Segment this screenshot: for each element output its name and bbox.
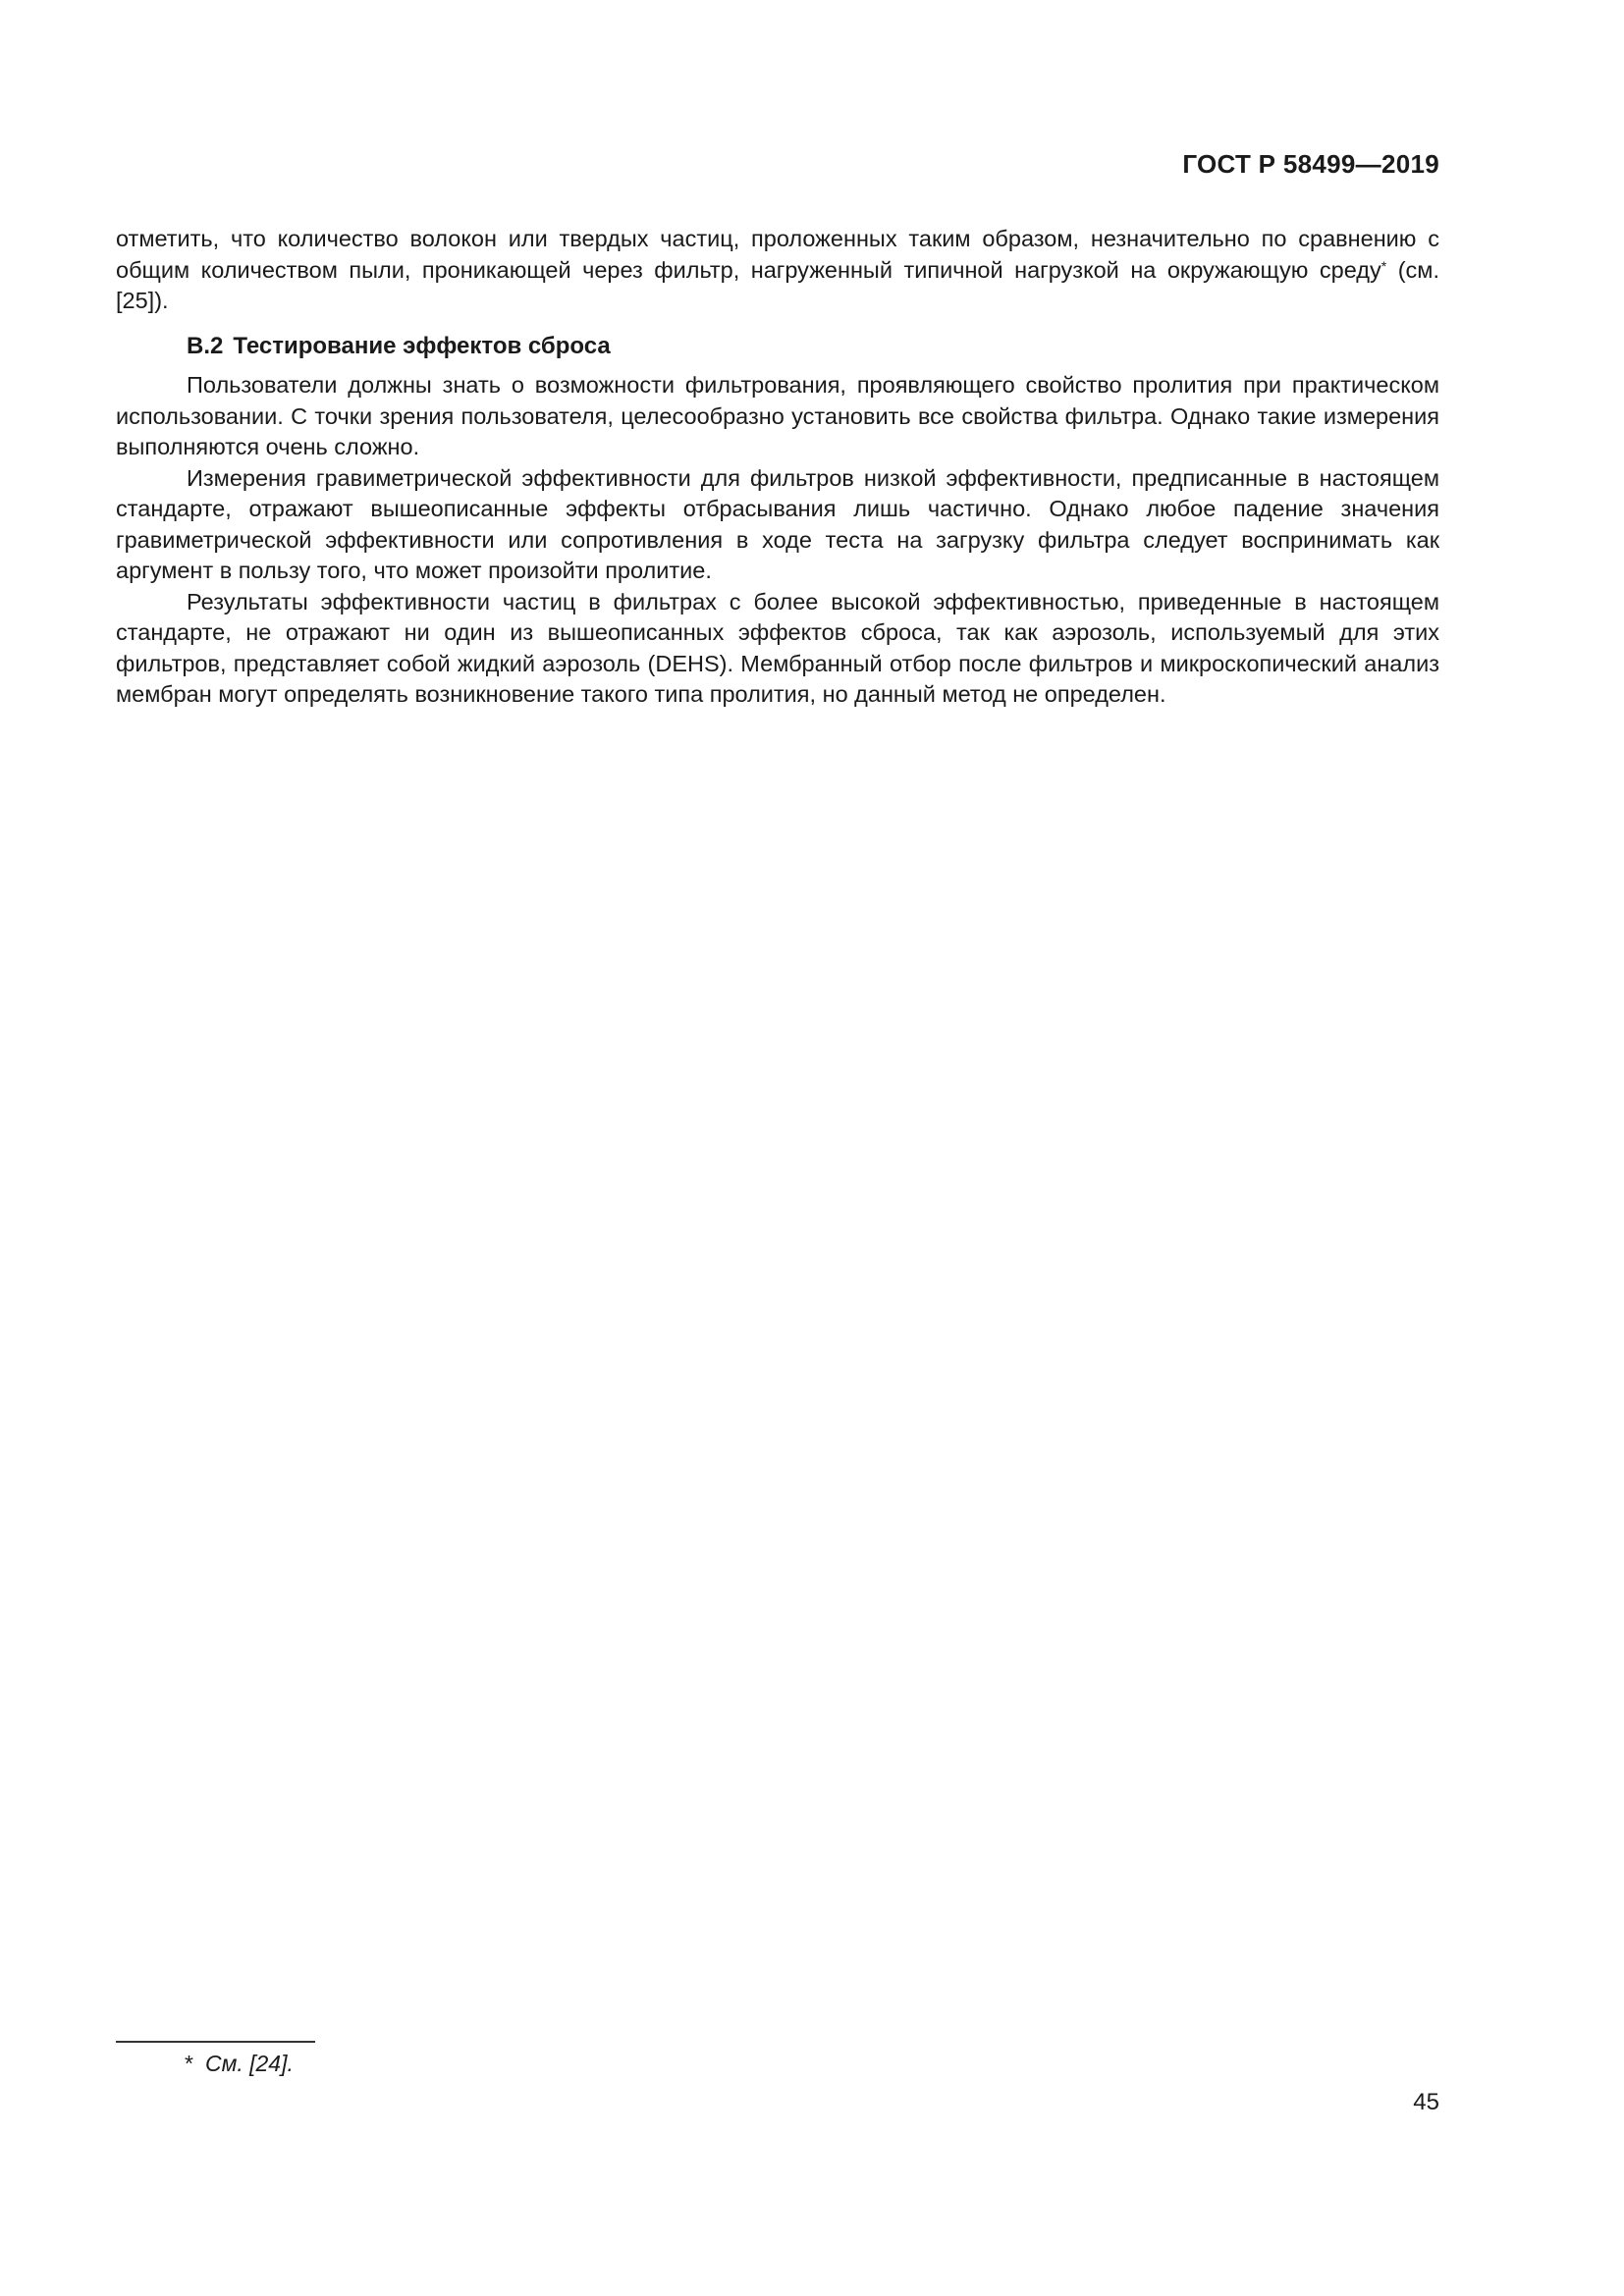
section-number: В.2 <box>187 332 224 359</box>
continuation-tail: (см. [25]). <box>116 256 1439 313</box>
section-paragraph-3: Результаты эффективности частиц в фильтрах с более высокой эффективностью, приведенные в настоящем стандарте, не отражают ни один из вышеописанных эффектов сброса, так как аэрозоль, используемый для этих фильтров, представляет собой жидкий аэрозоль (DEHS). Мембранный отбор после фильтров и микроскопический анализ мембран могут определять возникновение такого типа пролития, но данный метод не определен. <box>116 588 1439 707</box>
footnote-reference: * <box>1380 257 1387 274</box>
footnote-mark: * <box>185 2051 193 2076</box>
page-header-code: ГОСТ Р 58499—2019 <box>1182 149 1439 179</box>
section-paragraph-1: Пользователи должны знать о возможности фильтрования, проявляющего свойство пролития при практическом использовании. С точки зрения пользователя, целесообразно установить все свойства фильтра. Однако такие измерения выполняются очень сложно. <box>116 372 1439 459</box>
section-title: Тестирование эффектов сброса <box>233 332 611 359</box>
section-paragraph-2: Измерения гравиметрической эффективности для фильтров низкой эффективности, предписанные в настоящем стандарте, отражают вышеописанные эффекты отбрасывания лишь частично. Однако любое падение значения гравиметрической эффективности или сопротивления в ходе теста на загрузку фильтра следует воспринимать как аргумент в пользу того, что может произойти пролитие. <box>116 464 1439 583</box>
page-content <box>116 224 1439 711</box>
footnote <box>185 2051 294 2077</box>
continuation-paragraph <box>116 224 1439 317</box>
section-heading <box>187 331 1439 362</box>
footnote-divider <box>116 2041 315 2043</box>
footnote-text: См. [24]. <box>204 2051 294 2076</box>
page-number: 45 <box>1413 2089 1439 2115</box>
continuation-text: отметить, что количество волокон или твердых частиц, проложенных таким образом, незначительно по сравнению с общим количеством пыли, проникающей через фильтр, нагруженный типичной нагрузкой на окружающую среду <box>116 226 1439 283</box>
